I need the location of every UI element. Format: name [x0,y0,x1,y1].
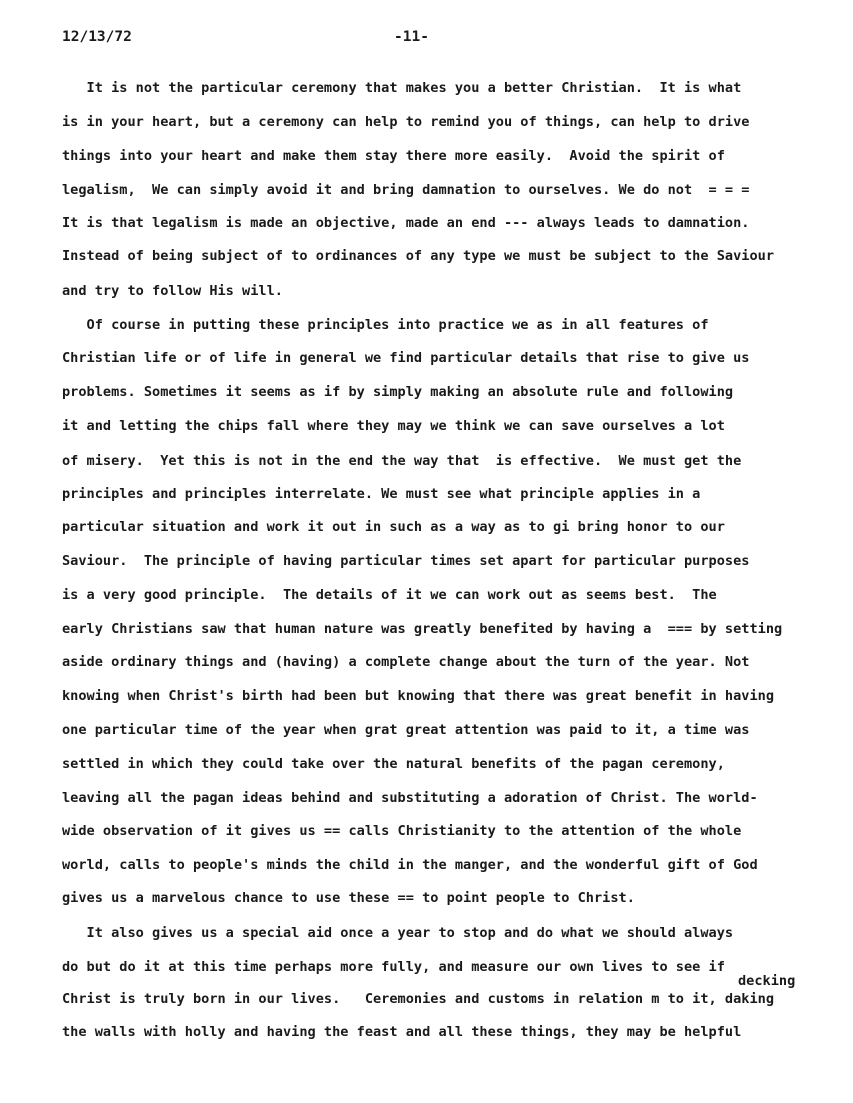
text-line: particular situation and work it out in such as a way as to gi bring honor to our [62,519,725,535]
text-line: one particular time of the year when grat great attention was paid to it, a time was [62,722,750,738]
text-line: wide observation of it gives us == calls Christianity to the attention of the whole [62,823,742,839]
text-line: Saviour. The principle of having particular times set apart for particular purposes [62,553,750,569]
text-line: problems. Sometimes it seems as if by simply making an absolute rule and following [62,384,734,400]
text-line: It is not the particular ceremony that makes you a better Christian. It is what [62,80,742,96]
text-line: settled in which they could take over the natural benefits of the pagan ceremony, [62,756,725,772]
text-line: world, calls to people's minds the child in the manger, and the wonderful gift of God [62,857,758,873]
text-line: is in your heart, but a ceremony can help to remind you of things, can help to drive [62,114,750,130]
text-line: It is that legalism is made an objective, made an end --- always leads to damnation. [62,215,750,231]
text-line: of misery. Yet this is not in the end the way that is effective. We must get the [62,453,742,469]
text-line: the walls with holly and having the feast and all these things, they may be helpful [62,1024,742,1040]
text-line: Christian life or of life in general we find particular details that rise to give us [62,350,750,366]
text-line: leaving all the pagan ideas behind and substituting a adoration of Christ. The world- [62,790,758,806]
text-line: aside ordinary things and (having) a complete change about the turn of the year. Not [62,654,750,670]
text-line: Of course in putting these principles into practice we as in all features of [62,317,709,333]
text-line: early Christians saw that human nature was greatly benefited by having a === by setting [62,621,783,637]
text-line: gives us a marvelous chance to use these == to point people to Christ. [62,890,635,906]
text-line: is a very good principle. The details of it we can work out as seems best. The [62,587,717,603]
text-line: Christ is truly born in our lives. Ceremonies and customs in relation m to it, daking [62,991,775,1007]
text-line: it and letting the chips fall where they may we think we can save ourselves a lot [62,418,725,434]
text-line: principles and principles interrelate. We must see what principle applies in a [62,486,701,502]
text-line: and try to follow His will. [62,283,283,299]
page-number: -11- [394,29,429,45]
date-header: 12/13/72 [62,29,132,45]
text-line: legalism, We can simply avoid it and bring damnation to ourselves. We do not = = = [62,182,750,198]
text-line: It also gives us a special aid once a year to stop and do what we should always [62,925,734,941]
handwritten-correction: decking [738,973,796,989]
text-line: knowing when Christ's birth had been but knowing that there was great benefit in having [62,688,775,704]
text-line: Instead of being subject of to ordinances of any type we must be subject to the Saviour [62,248,775,264]
text-line: do but do it at this time perhaps more fully, and measure our own lives to see if [62,959,725,975]
text-line: things into your heart and make them stay there more easily. Avoid the spirit of [62,148,725,164]
